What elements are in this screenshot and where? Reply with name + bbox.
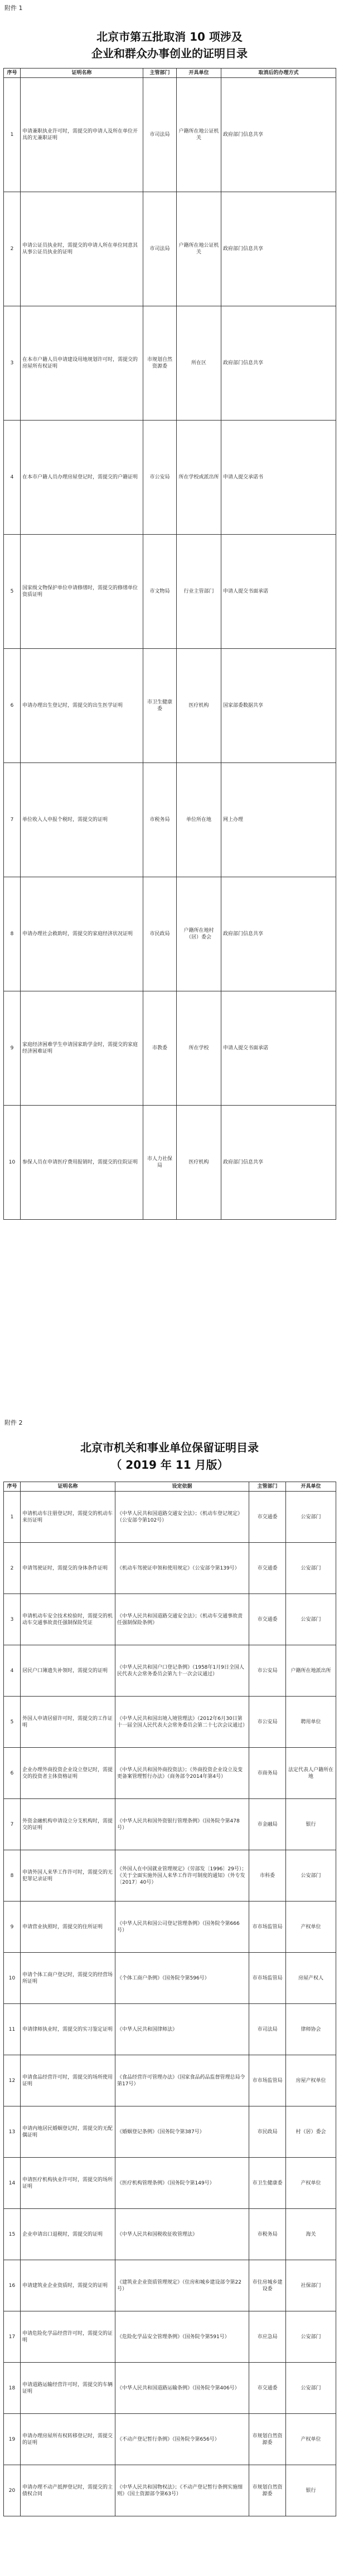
table-cell: 4: [4, 421, 21, 535]
section1-title-line2: 企业和群众办事创业的证明目录: [91, 47, 248, 60]
table-cell: 市市场监管局: [249, 2055, 286, 2106]
table-row: [4, 991, 336, 1106]
table-cell: 3: [4, 1594, 21, 1645]
column-header: 开具单位: [177, 69, 221, 78]
table-cell: 《中华人民共和国公司登记管理条例》（国务院令第666号）: [115, 1902, 249, 1953]
table-cell: 政府部门信息共享: [221, 877, 336, 991]
table-cell: 《不动产登记暂行条例》（国务院令第656号）: [115, 2414, 249, 2465]
table-cell: 2: [4, 1543, 21, 1594]
table-cell: 申请办理出生登记时，需提交的出生医学证明: [21, 649, 143, 763]
table-cell: 公安部门: [286, 2363, 336, 2414]
table-row: [4, 2311, 336, 2363]
table-cell: 申请办理社会救助时，需提交的家庭经济状况证明: [21, 877, 143, 991]
table-cell: 市科委: [249, 1850, 286, 1902]
table-cell: 村（居）委会: [286, 2106, 336, 2158]
table-cell: 律师协会: [286, 2004, 336, 2055]
table-cell: 申请内地居民婚姻登记时，需提交的无配偶证明: [21, 2106, 115, 2158]
column-header: 取消后的办理方式: [221, 69, 336, 78]
table-cell: 7: [4, 763, 21, 877]
table-cell: 6: [4, 1748, 21, 1799]
table-cell: 市公安局: [249, 1697, 286, 1748]
table-cell: 1: [4, 78, 21, 192]
table-cell: 单位所在地: [177, 763, 221, 877]
table-cell: 8: [4, 877, 21, 991]
table-cell: 市交通委: [249, 1492, 286, 1543]
table-cell: 20: [4, 2465, 21, 2516]
column-header: 开具单位: [286, 1482, 336, 1492]
table-cell: 申请律师执业时，需提交的实习鉴定证明: [21, 2004, 115, 2055]
table-row: [4, 1594, 336, 1645]
table-cell: 所在区: [177, 306, 221, 421]
column-header: 证明名称: [21, 69, 143, 78]
table-row: [4, 2209, 336, 2260]
column-header: 设定依据: [115, 1482, 249, 1492]
table-cell: 市市场监管局: [249, 1902, 286, 1953]
table-cell: 市应急局: [249, 2311, 286, 2363]
table-cell: 在本市户籍人员申请建设用地规划许可时，需提交的房屋所有权证明: [21, 306, 143, 421]
table-cell: 单位收入人申报个税时，需提交的证明: [21, 763, 143, 877]
column-header: 主管部门: [143, 69, 177, 78]
table-cell: 《中华人民共和国物权法》；《不动产登记暂行条例实施细则》（国土资源部令第63号）: [115, 2465, 249, 2516]
table-row: [4, 78, 336, 192]
table-cell: 9: [4, 991, 21, 1106]
table-cell: 《食品经营许可管理办法》（国家食品药品监督管理总局令第17号）: [115, 2055, 249, 2106]
table-row: [4, 763, 336, 877]
table-cell: 14: [4, 2158, 21, 2209]
table-cell: 申请外国人来华工作许可时，需提交的无犯罪记录证明: [21, 1850, 115, 1902]
table-cell: 外资金融机构申请设立分支机构时，需提交的证明: [21, 1799, 115, 1850]
table-row: [4, 2363, 336, 2414]
table-cell: 房屋产权单位: [286, 2055, 336, 2106]
section2-title: 北京市机关和事业单位保留证明目录: [80, 1441, 259, 1454]
table-cell: 6: [4, 649, 21, 763]
table-cell: 市市场监管局: [249, 1953, 286, 2004]
table-cell: 申请食品经营许可时，需提交的场所使用证明: [21, 2055, 115, 2106]
table-row: [4, 1850, 336, 1902]
table-cell: 市司法局: [143, 78, 177, 192]
table-cell: 7: [4, 1799, 21, 1850]
table-cell: 申请道路运输经营许可时，需提交的车辆证明: [21, 2363, 115, 2414]
table-cell: 银行: [286, 1799, 336, 1850]
table-cell: 市住房城乡建设委: [249, 2260, 286, 2311]
table-cell: 所在学校: [177, 991, 221, 1106]
table-cell: 市民政局: [249, 2106, 286, 2158]
table-row: [4, 1492, 336, 1543]
table-cell: 公安部门: [286, 1594, 336, 1645]
table-cell: 市司法局: [249, 2004, 286, 2055]
table-cell: 1: [4, 1492, 21, 1543]
table-cell: 5: [4, 535, 21, 649]
table-cell: 医疗机构: [177, 649, 221, 763]
table-cell: 行业主管部门: [177, 535, 221, 649]
table-cell: 11: [4, 2004, 21, 2055]
table-row: [4, 2414, 336, 2465]
table-cell: 医疗机构: [177, 1106, 221, 1220]
table-row: [4, 306, 336, 421]
table-cell: 公安部门: [286, 1850, 336, 1902]
table-cell: 外国人申请居留许可时，需提交的工作证明: [21, 1697, 115, 1748]
table-cell: 申请办理房屋所有权转移登记时，需提交的证明: [21, 2414, 115, 2465]
section2-subtitle: （ 2019 年 11 月版）: [110, 1458, 229, 1472]
table-cell: 户籍所在地派出所: [286, 1645, 336, 1697]
table-row: [4, 877, 336, 991]
table-row: [4, 1645, 336, 1697]
section1-title-line1: 北京市第五批取消 10 项涉及: [96, 30, 243, 43]
table-row: [4, 1106, 336, 1220]
table-row: [4, 1799, 336, 1850]
table-cell: 公安部门: [286, 1492, 336, 1543]
attachment-1-label: 附件 1: [4, 4, 23, 12]
table-cell: 政府部门信息共享: [221, 1106, 336, 1220]
table-cell: 市司法局: [143, 192, 177, 306]
table-row: [4, 2158, 336, 2209]
table-cell: 市交通委: [249, 1543, 286, 1594]
table-cell: 市交通委: [249, 2363, 286, 2414]
table-cell: 《中华人民共和国户口登记条例》（1958年1月9日全国人民代表大会常务委员会第九十一次会议通过）: [115, 1645, 249, 1697]
table-row: [4, 2465, 336, 2516]
table-cell: 网上办理: [221, 763, 336, 877]
table-cell: 《中华人民共和国律师法》: [115, 2004, 249, 2055]
table-row: [4, 1902, 336, 1953]
section2-table-header: [4, 1482, 336, 1492]
table-cell: 市卫生健康委: [143, 649, 177, 763]
table-cell: 申请办理不动产抵押登记时，需提交的主债权合同: [21, 2465, 115, 2516]
table-cell: 申请人提交书面承诺: [221, 535, 336, 649]
table-cell: 12: [4, 2055, 21, 2106]
table-cell: 市规划自然资源委: [249, 2465, 286, 2516]
table-cell: 《中华人民共和国外资银行管理条例》（国务院令第478号）: [115, 1799, 249, 1850]
table-cell: 政府部门信息共享: [221, 192, 336, 306]
table-cell: 申请建筑业企业资质时，需提交的证明: [21, 2260, 115, 2311]
table-cell: 居民户口簿遗失补领时，需提交的证明: [21, 1645, 115, 1697]
table-cell: 《中华人民共和国道路运输条例》（国务院令第406号）: [115, 2363, 249, 2414]
table-cell: 15: [4, 2209, 21, 2260]
table-cell: 企业申请出口退税时，需提交的证明: [21, 2209, 115, 2260]
table-cell: 户籍所在地村（居）委会: [177, 877, 221, 991]
table-cell: 申请兼职执业许可时，需提交的申请人及所在单位开具的无兼职证明: [21, 78, 143, 192]
table-cell: 市公安局: [143, 421, 177, 535]
column-header: 证明名称: [21, 1482, 115, 1492]
column-header: 序号: [4, 1482, 21, 1492]
table-cell: 市卫生健康委: [249, 2158, 286, 2209]
section1-table: [3, 68, 336, 1220]
table-cell: 所在学校或派出所: [177, 421, 221, 535]
table-cell: 市税务局: [143, 763, 177, 877]
table-cell: 《危险化学品安全管理条例》（国务院令第591号）: [115, 2311, 249, 2363]
table-row: [4, 2260, 336, 2311]
table-row: [4, 2055, 336, 2106]
table-cell: 5: [4, 1697, 21, 1748]
table-cell: 9: [4, 1902, 21, 1953]
table-cell: 社保部门: [286, 2260, 336, 2311]
section2-table: [3, 1482, 336, 2516]
table-cell: 申请营业执照时，需提交的住所证明: [21, 1902, 115, 1953]
attachment-2-label: 附件 2: [4, 1419, 23, 1426]
table-cell: 参保人员在申请医疗费用报销时，需提交的住院证明: [21, 1106, 143, 1220]
table-cell: 《机动车驾驶证申领和使用规定》（公安部令第139号）: [115, 1543, 249, 1594]
column-header: 主管部门: [249, 1482, 286, 1492]
table-row: [4, 535, 336, 649]
table-cell: 《中华人民共和国道路交通安全法》；《机动车登记规定》（公安部令第102号）: [115, 1492, 249, 1543]
table-cell: 申请机动车安全技术检验时，需提交的机动车交通事故责任强制保险凭证: [21, 1594, 115, 1645]
table-cell: 《婚姻登记条例》（国务院令第387号）: [115, 2106, 249, 2158]
table-cell: 公安部门: [286, 1543, 336, 1594]
table-cell: 产权单位: [286, 1902, 336, 1953]
table-cell: 海关: [286, 2209, 336, 2260]
table-cell: 申请人提交承诺书: [221, 421, 336, 535]
table-cell: 《医疗机构管理条例》（国务院令第149号）: [115, 2158, 249, 2209]
table-cell: 市公安局: [249, 1645, 286, 1697]
table-cell: 申请危险化学品经营许可时，需提交的证明: [21, 2311, 115, 2363]
table-cell: 市税务局: [249, 2209, 286, 2260]
table-cell: 3: [4, 306, 21, 421]
table-cell: 政府部门信息共享: [221, 78, 336, 192]
table-cell: 《外国人在中国就业管理规定》（劳部发〔1996〕29号）；《关于全面实施外国人来华工作许可制度的通知》（外专发〔2017〕40号）: [115, 1850, 249, 1902]
table-cell: 市金融局: [249, 1799, 286, 1850]
column-header: 序号: [4, 69, 21, 78]
table-cell: 《中华人民共和国税收征收管理法》: [115, 2209, 249, 2260]
table-cell: 《中华人民共和国出境入境管理法》（2012年6月30日第十一届全国人民代表大会常务委员会第二十七次会议通过）: [115, 1697, 249, 1748]
table-cell: 申请公证员执业时，需提交的申请人所在单位同意其从事公证员执业的证明: [21, 192, 143, 306]
table-cell: 产权单位: [286, 2158, 336, 2209]
table-cell: 市人力社保局: [143, 1106, 177, 1220]
table-cell: 银行: [286, 2465, 336, 2516]
table-cell: 2: [4, 192, 21, 306]
table-cell: 国家部委数据共享: [221, 649, 336, 763]
table-cell: 市规划自然资源委: [249, 2414, 286, 2465]
table-row: [4, 2004, 336, 2055]
table-cell: 18: [4, 2363, 21, 2414]
table-row: [4, 192, 336, 306]
table-cell: 家庭经济困难学生申请国家助学金时，需提交的家庭经济困难证明: [21, 991, 143, 1106]
table-row: [4, 1543, 336, 1594]
section1-table-header: [4, 69, 336, 78]
table-cell: 产权单位: [286, 2414, 336, 2465]
table-cell: 17: [4, 2311, 21, 2363]
table-cell: 公安部门: [286, 2311, 336, 2363]
table-cell: 《中华人民共和国外商投资法》；《外商投资企业设立及变更备案管理暂行办法》（商务部令2014年第4号）: [115, 1748, 249, 1799]
table-cell: 8: [4, 1850, 21, 1902]
table-cell: 市交通委: [249, 1594, 286, 1645]
table-cell: 申请医疗机构执业许可时，需提交的场所证明: [21, 2158, 115, 2209]
table-cell: 《中华人民共和国道路交通安全法》；《机动车交通事故责任强制保险条例》: [115, 1594, 249, 1645]
table-cell: 市民政局: [143, 877, 177, 991]
table-row: [4, 1748, 336, 1799]
table-cell: 房屋产权人: [286, 1953, 336, 2004]
table-cell: 聘用单位: [286, 1697, 336, 1748]
table-cell: 户籍所在地公证机关: [177, 192, 221, 306]
table-cell: 政府部门信息共享: [221, 306, 336, 421]
table-cell: 19: [4, 2414, 21, 2465]
table-cell: 市规划自然资源委: [143, 306, 177, 421]
table-cell: 《建筑业企业资质管理规定》（住房和城乡建设部令第22号）: [115, 2260, 249, 2311]
table-cell: 法定代表人户籍所在地: [286, 1748, 336, 1799]
table-cell: 申请人提交书面承诺: [221, 991, 336, 1106]
table-row: [4, 649, 336, 763]
table-cell: 市教委: [143, 991, 177, 1106]
table-cell: 16: [4, 2260, 21, 2311]
table-cell: 市商务局: [249, 1748, 286, 1799]
table-cell: 申请机动车注册登记时，需提交的机动车来历证明: [21, 1492, 115, 1543]
table-cell: 13: [4, 2106, 21, 2158]
table-cell: 在本市户籍人员办理房屋登记时，需提交的户籍证明: [21, 421, 143, 535]
table-cell: 10: [4, 1106, 21, 1220]
table-cell: 市文物局: [143, 535, 177, 649]
table-cell: 国家级文物保护单位申请修缮时，需提交的修缮单位资质证明: [21, 535, 143, 649]
table-row: [4, 421, 336, 535]
table-cell: 《个体工商户条例》（国务院令第596号）: [115, 1953, 249, 2004]
table-cell: 企业办理外商投资企业设立登记时，需提交的投资者主体资格证明: [21, 1748, 115, 1799]
table-cell: 申请个体工商户登记时，需提交的经营场所证明: [21, 1953, 115, 2004]
table-row: [4, 1953, 336, 2004]
table-cell: 申请驾驶证时，需提交的身体条件证明: [21, 1543, 115, 1594]
table-row: [4, 2106, 336, 2158]
table-cell: 户籍所在地公证机关: [177, 78, 221, 192]
table-cell: 4: [4, 1645, 21, 1697]
table-row: [4, 1697, 336, 1748]
table-cell: 10: [4, 1953, 21, 2004]
